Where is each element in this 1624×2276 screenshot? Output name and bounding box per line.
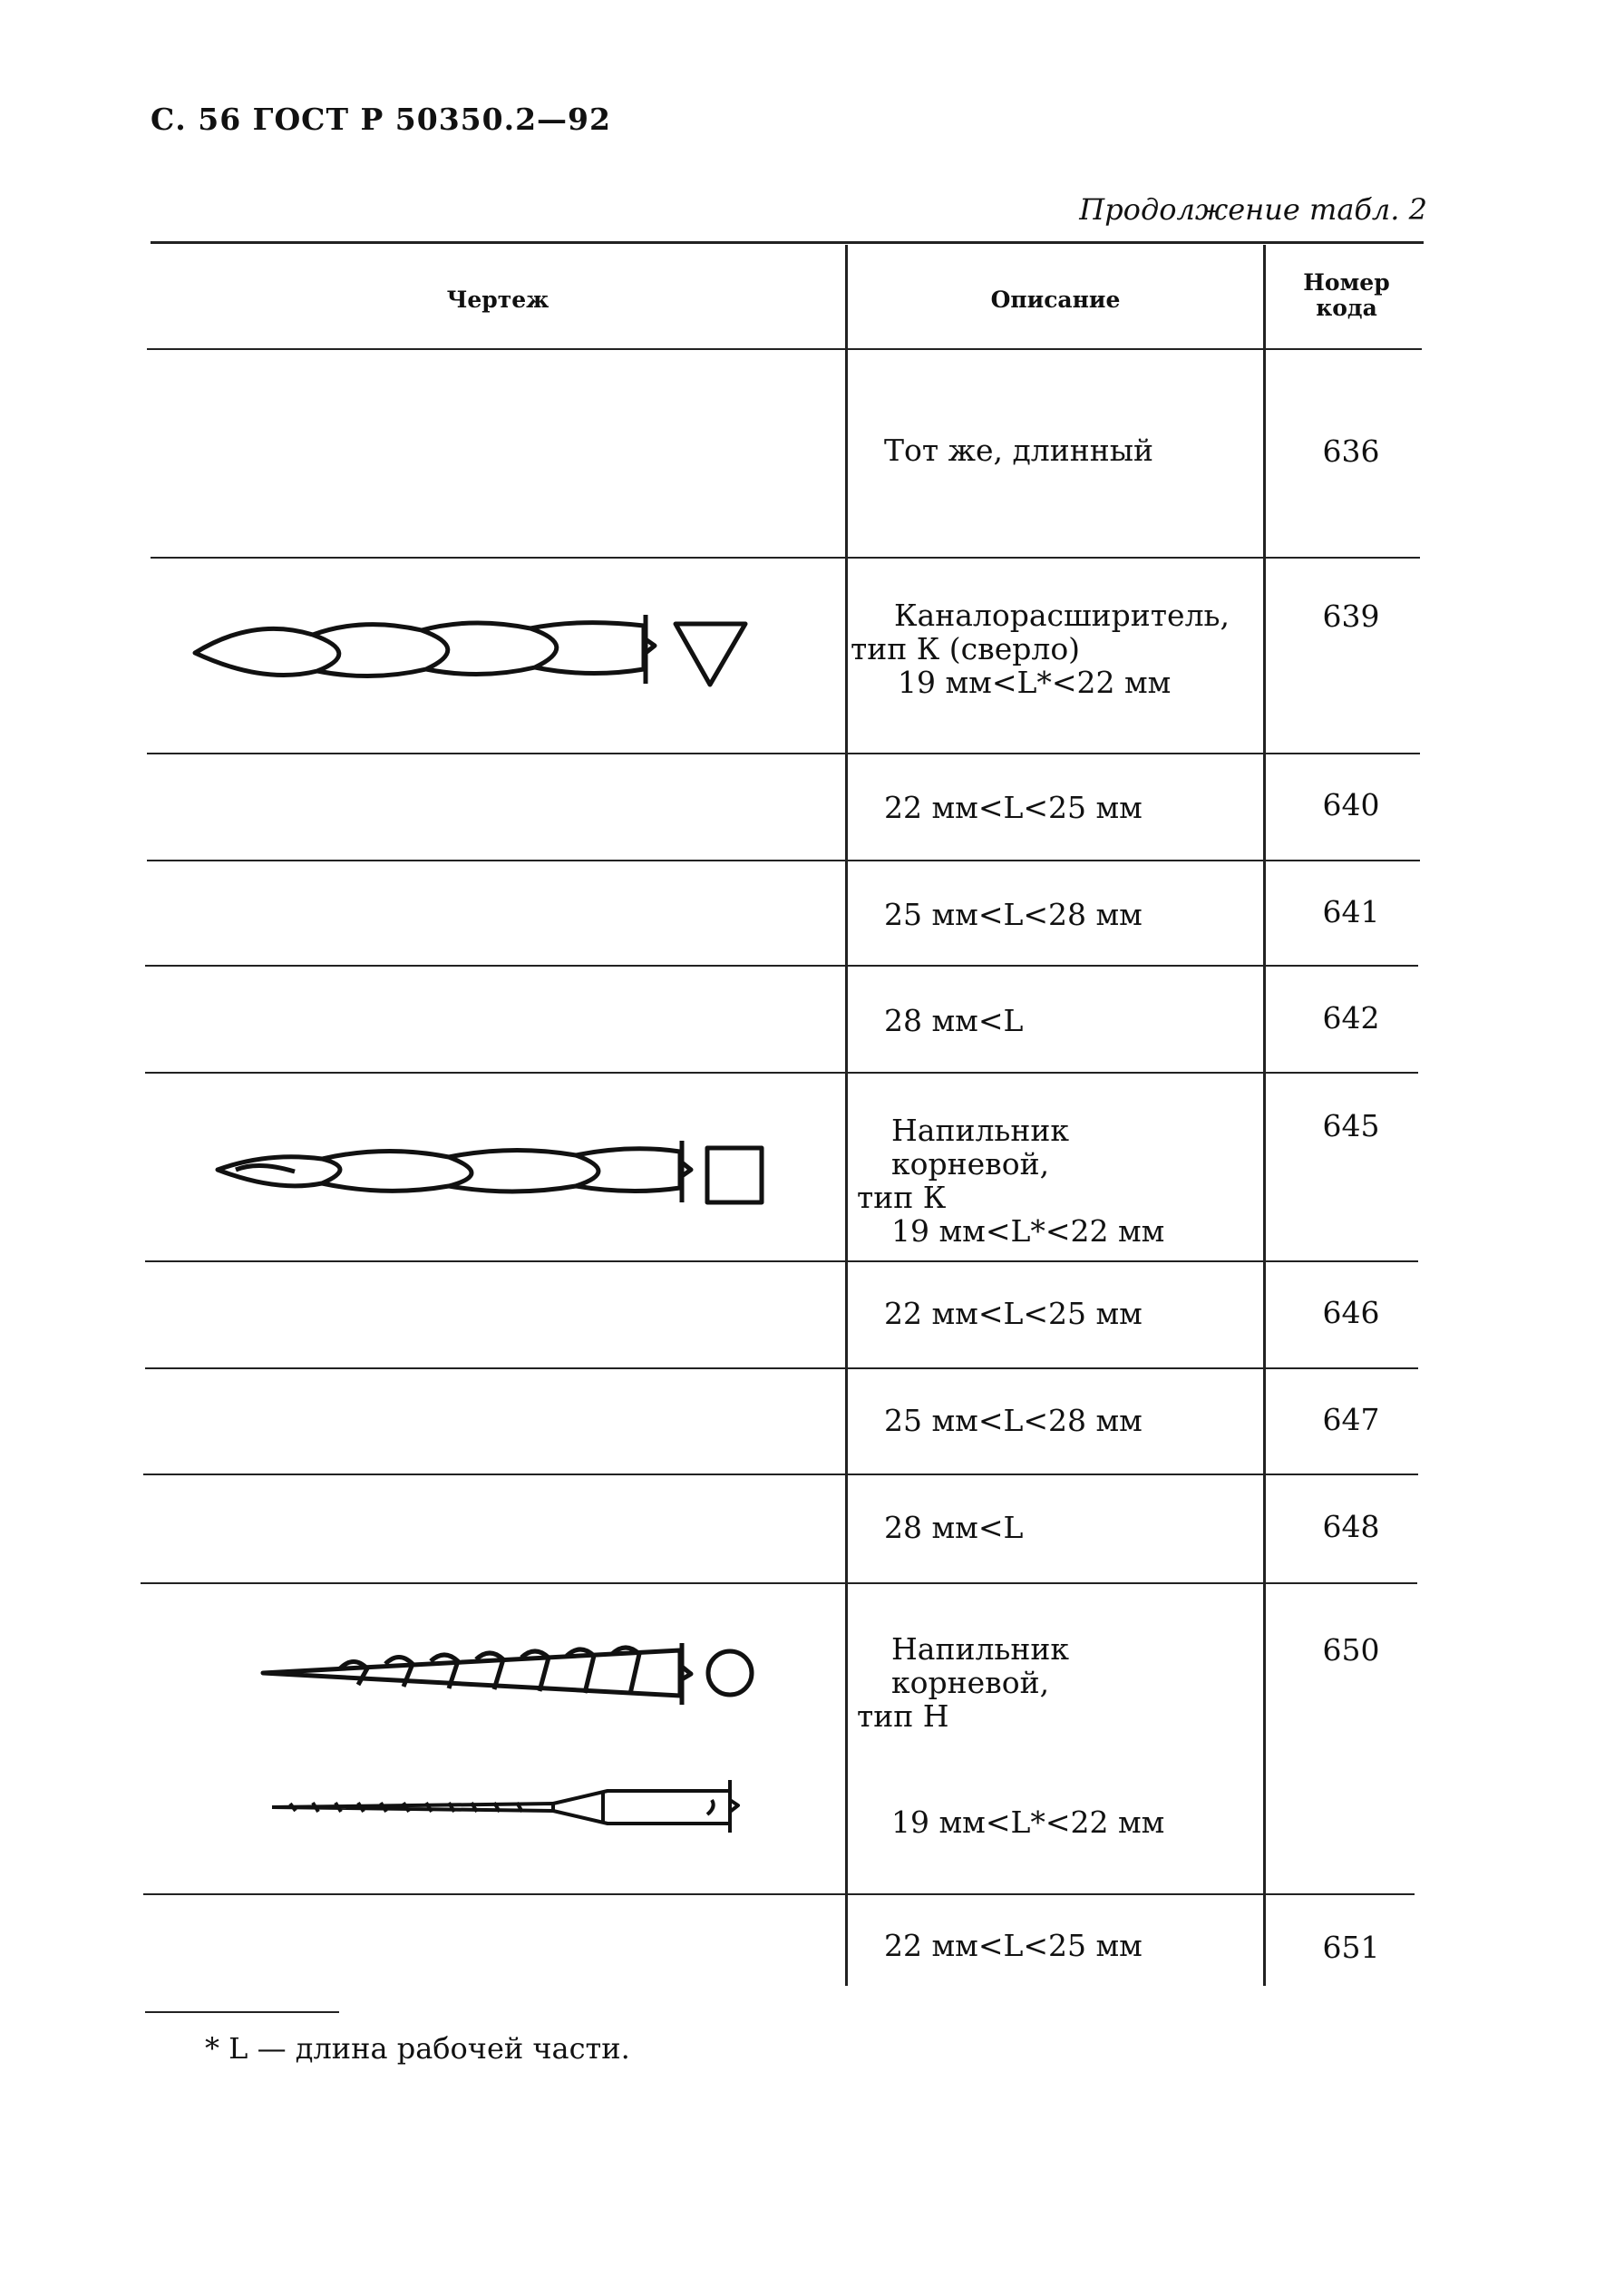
footnote-rule [145,2011,339,2013]
row-separator [145,1260,1418,1262]
row-separator [145,1367,1418,1369]
row-separator [151,557,1420,559]
table-continuation-label: Продолжение табл. 2 [1079,192,1427,227]
row-description [857,1114,1220,1248]
row-description [851,598,1230,700]
page-header: С. 56 ГОСТ Р 50350.2—92 [151,102,611,137]
row-separator [145,1072,1418,1074]
table-header-rule [147,348,1422,350]
code-cell: 651 [1322,1930,1380,1965]
column-divider [1263,245,1266,1986]
code-cell: 641 [1322,894,1380,929]
row-separator [147,860,1420,861]
code-cell: 648 [1322,1509,1380,1544]
description-line: тип К (сверло) [851,631,1081,666]
description-line: тип Н [857,1698,949,1734]
root-file-type-k-drawing [204,1124,784,1215]
column-header-code: Номер кода [1303,269,1390,321]
row-separator [145,965,1418,967]
column-header-description: Описание [990,287,1121,313]
description-line: 25 мм<L<28 мм [884,897,1143,932]
code-cell: 646 [1322,1295,1380,1330]
code-cell: 650 [1322,1632,1380,1668]
column-header-drawing: Чертеж [446,287,549,313]
row-description [884,1404,1247,1437]
description-line: Тот же, длинный [884,433,1154,468]
code-cell: 639 [1322,598,1380,634]
row-separator [143,1474,1418,1475]
drill-reamer-drawing [181,598,771,698]
description-line: 25 мм<L<28 мм [884,1403,1143,1438]
code-cell: 640 [1322,787,1380,822]
root-file-side-drawing [263,1773,753,1836]
footnote: * L — длина рабочей части. [205,2031,630,2066]
description-line: Каналорасширитель, [894,598,1230,633]
row-description [884,433,1247,467]
row-description [884,1297,1247,1330]
description-line: 22 мм<L<25 мм [884,790,1143,825]
row-description [857,1632,1220,1839]
column-divider [845,245,848,1986]
root-file-type-h-drawing [254,1632,762,1714]
code-cell: 647 [1322,1402,1380,1437]
description-line: 28 мм<L [884,1003,1024,1038]
description-line: 22 мм<L<25 мм [884,1928,1143,1963]
row-description [884,898,1247,931]
description-line: 22 мм<L<25 мм [884,1296,1143,1331]
row-separator [141,1582,1417,1584]
row-description [884,1004,1247,1037]
description-line: Напильник корневой, [891,1631,1069,1700]
code-cell: 636 [1322,433,1380,469]
code-cell: 645 [1322,1108,1380,1143]
description-line: 19 мм<L*<22 мм [891,1213,1165,1249]
description-line: Напильник корневой, [891,1113,1069,1182]
row-separator [147,753,1420,754]
row-description [884,791,1247,824]
table-top-rule [151,241,1424,244]
description-line: тип К [857,1180,947,1215]
description-line: 19 мм<L*<22 мм [891,1804,1165,1840]
code-cell: 642 [1322,1000,1380,1036]
row-description [884,1511,1247,1544]
row-separator [143,1893,1415,1895]
description-line: 28 мм<L [884,1510,1024,1545]
row-description [884,1929,1247,1962]
description-line: 19 мм<L*<22 мм [898,665,1172,700]
